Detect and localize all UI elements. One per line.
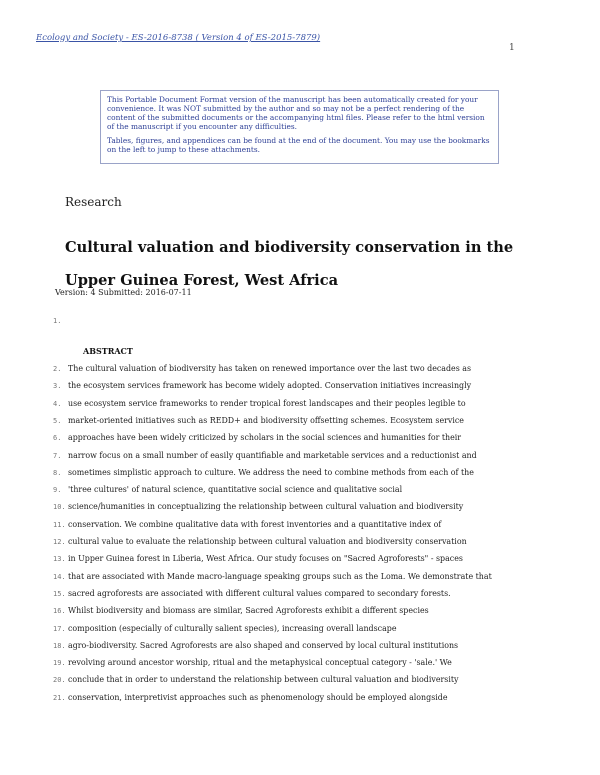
abstract-line-text: The cultural valuation of biodiversity has taken on renewed importance over the last two decades as bbox=[68, 364, 472, 373]
line-number: 15. bbox=[53, 589, 66, 598]
notice-paragraph-1: This Portable Document Format version of the manuscript has been automatically created for your convenience. It was NOT submitted by the author and so may not be a perfect rendering of the content of the submitted documents or the accompanying html files. Please refer to the html version of the manuscript if you encounter any difficulties. bbox=[107, 95, 485, 131]
line-number: 7. bbox=[53, 451, 62, 460]
line-number: 5. bbox=[53, 416, 62, 425]
abstract-line-text: conservation. We combine qualitative data with forest inventories and a quantitative index of bbox=[68, 519, 442, 529]
abstract-line-text: use ecosystem service frameworks to render tropical forest landscapes and their peoples legible to bbox=[68, 398, 466, 408]
line-number: 17. bbox=[53, 624, 66, 633]
line-number: 21. bbox=[53, 693, 66, 702]
abstract-heading: ABSTRACT bbox=[83, 346, 133, 356]
abstract-line-text: 'three cultures' of natural science, quantitative social science and qualitative social bbox=[68, 485, 403, 495]
abstract-line-text: in Upper Guinea forest in Liberia, West Africa. Our study focuses on "Sacred Agroforests" - spaces bbox=[68, 554, 463, 564]
line-number: 1. bbox=[53, 317, 62, 325]
line-number: 3. bbox=[53, 382, 62, 391]
line-number: 18. bbox=[53, 641, 66, 650]
line-number: 6. bbox=[53, 434, 62, 443]
line-number: 9. bbox=[53, 486, 62, 495]
pdf-notice-box bbox=[100, 90, 499, 164]
line-number: 2. bbox=[53, 365, 62, 373]
line-number: 12. bbox=[53, 538, 66, 546]
journal-link[interactable]: Ecology and Society - ES-2016-8738 ( Version 4 of ES-2015-7879) bbox=[36, 33, 321, 43]
abstract-line-text: sometimes simplistic approach to culture. We address the need to combine methods from each of the bbox=[68, 467, 474, 477]
abstract-line-text: composition (especially of culturally salient species), increasing overall landscape bbox=[68, 623, 397, 633]
abstract-line-text: cultural value to evaluate the relationship between cultural valuation and biodiversity conservation bbox=[68, 537, 467, 546]
line-number: 19. bbox=[53, 659, 66, 668]
section-label: Research bbox=[65, 195, 122, 209]
page-number: 1 bbox=[509, 43, 515, 53]
abstract-line-text: agro-biodiversity. Sacred Agroforests are also shaped and conserved by local cultural institutions bbox=[68, 640, 459, 650]
abstract-line-text: approaches have been widely criticized by scholars in the social sciences and humanities for their bbox=[68, 433, 462, 443]
line-number: 16. bbox=[53, 607, 66, 616]
notice-paragraph-2: Tables, figures, and appendices can be found at the end of the document. You may use the bookmarks on the left to jump to these attachments. bbox=[107, 136, 490, 154]
abstract-line-text: sacred agroforests are associated with different cultural values compared to secondary forests. bbox=[68, 588, 451, 598]
line-number: 14. bbox=[53, 572, 66, 581]
abstract-line-text: market-oriented initiatives such as REDD+ and biodiversity offsetting schemes. Ecosystem service bbox=[68, 415, 464, 425]
abstract-line-text: science/humanities in conceptualizing the relationship between cultural valuation and biodiversity bbox=[68, 502, 464, 512]
line-number: 4. bbox=[53, 399, 62, 408]
line-number: 20. bbox=[53, 676, 66, 685]
version-info: Version: 4 Submitted: 2016-07-11 bbox=[55, 288, 192, 297]
abstract-line-text: conservation, interpretivist approaches such as phenomenology should be employed alongside bbox=[68, 692, 448, 702]
abstract-line-text: that are associated with Mande macro-language speaking groups such as the Loma. We demonstrate that bbox=[68, 571, 492, 581]
line-number: 8. bbox=[53, 468, 62, 477]
article-title: Cultural valuation and biodiversity conservation in the Upper Guinea Forest, West Africa bbox=[65, 239, 514, 289]
abstract-line-text: the ecosystem services framework has become widely adopted. Conservation initiatives increasingly bbox=[68, 381, 472, 391]
line-number: 10. bbox=[53, 503, 66, 512]
abstract-line-text: narrow focus on a small number of easily quantifiable and marketable services and a reductionist and bbox=[68, 450, 477, 460]
line-number: 11. bbox=[53, 520, 66, 529]
abstract-line-text: conclude that in order to understand the relationship between cultural valuation and biodiversity bbox=[68, 675, 459, 685]
abstract-line-text: Whilst biodiversity and biomass are similar, Sacred Agroforests exhibit a different species bbox=[68, 606, 429, 616]
line-number: 13. bbox=[53, 555, 66, 564]
abstract-line-text: revolving around ancestor worship, ritual and the metaphysical conceptual category - 'sale.' We bbox=[68, 658, 452, 668]
